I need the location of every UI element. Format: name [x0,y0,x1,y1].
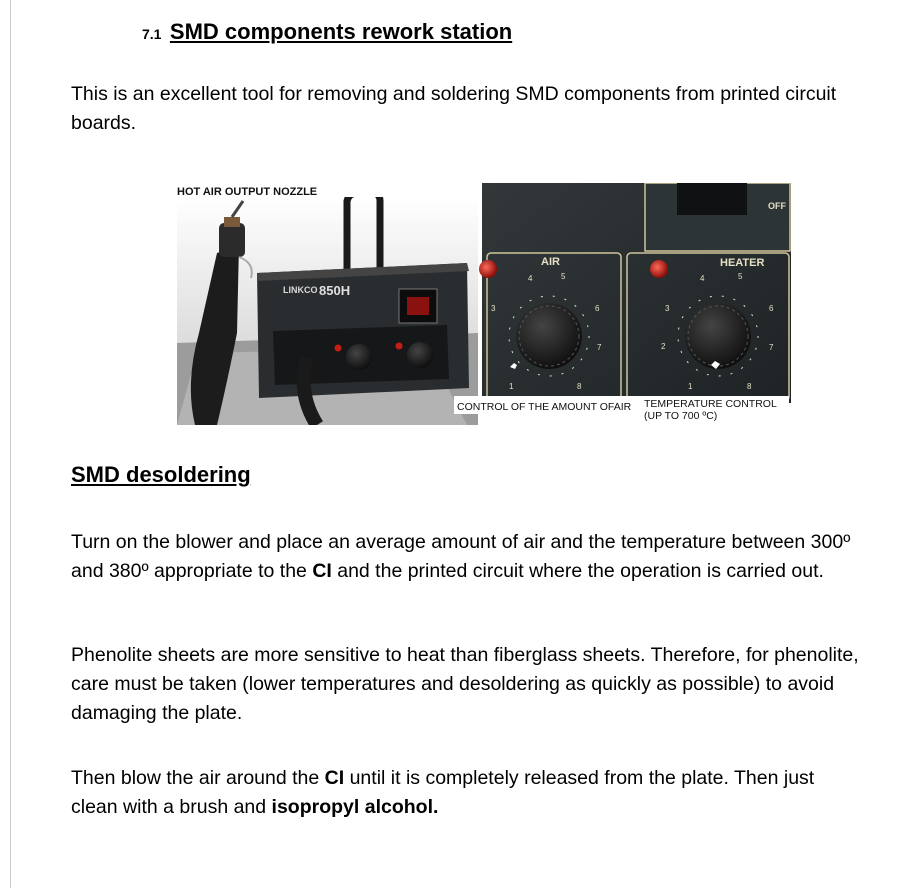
air-knob-label: AIR [541,256,560,268]
p1-ci-bold: CI [312,560,332,582]
p1-text-a: Turn on the blower and place an average amount of air and the temperature between 300º and 380º appropriate to the [71,531,851,582]
temperature-control-label: TEMPERATURE CONTROL [644,398,777,410]
desoldering-heading: SMD desoldering [71,462,251,487]
brand-prefix: LINKCO [283,285,318,295]
air-dial-8: 8 [577,382,582,391]
desoldering-paragraph-1 [71,528,861,586]
heater-dial-3: 3 [665,304,670,313]
heater-dial-5: 5 [738,272,743,281]
p3-ci-bold: CI [324,767,345,789]
p3-text-c: until it is completely released from the plate. Then just clean with a brush and [71,767,815,818]
section-title: SMD components rework station [169,19,513,44]
temperature-limit-label: (UP TO 700 ºC) [644,410,718,422]
air-control-label: CONTROL OF THE AMOUNT OFAIR [457,401,632,413]
air-dial-1: 1 [509,382,514,391]
heater-dial-2: 2 [661,342,666,351]
heater-dial-7: 7 [769,343,774,352]
p3-alcohol-bold: isopropyl alcohol. [271,796,439,818]
air-dial-4: 4 [528,274,533,283]
hot-air-nozzle-label: HOT AIR OUTPUT NOZZLE [177,186,318,198]
heater-dial-6: 6 [769,304,774,313]
heater-dial-1: 1 [688,382,693,391]
section-number: 7.1 [142,26,162,42]
heater-dial-8: 8 [747,382,752,391]
rework-station-figure [177,183,791,425]
air-dial-6: 6 [595,304,600,313]
p3-text-a: Then blow the air around the [71,767,325,789]
p1-text-c: and the printed circuit where the operation is carried out. [331,560,824,582]
intro-paragraph: This is an excellent tool for removing and soldering SMD components from printed circuit boards. [71,83,837,134]
page-left-border [10,0,11,888]
heater-knob-label: HEATER [720,257,765,269]
rework-station-photo [177,183,791,425]
air-dial-5: 5 [561,272,566,281]
desoldering-paragraph-3 [71,764,861,822]
air-dial-7: 7 [597,343,602,352]
heater-dial-4: 4 [700,274,705,283]
desoldering-paragraph-2: Phenolite sheets are more sensitive to heat than fiberglass sheets. Therefore, for phenolite, care must be taken (lower temperatures and desoldering as quickly as possible) to avoid damaging the plate. [71,644,859,724]
section-heading [142,19,512,45]
brand-model: 850H [319,283,351,298]
air-dial-3: 3 [491,304,496,313]
off-label: OFF [768,201,786,211]
